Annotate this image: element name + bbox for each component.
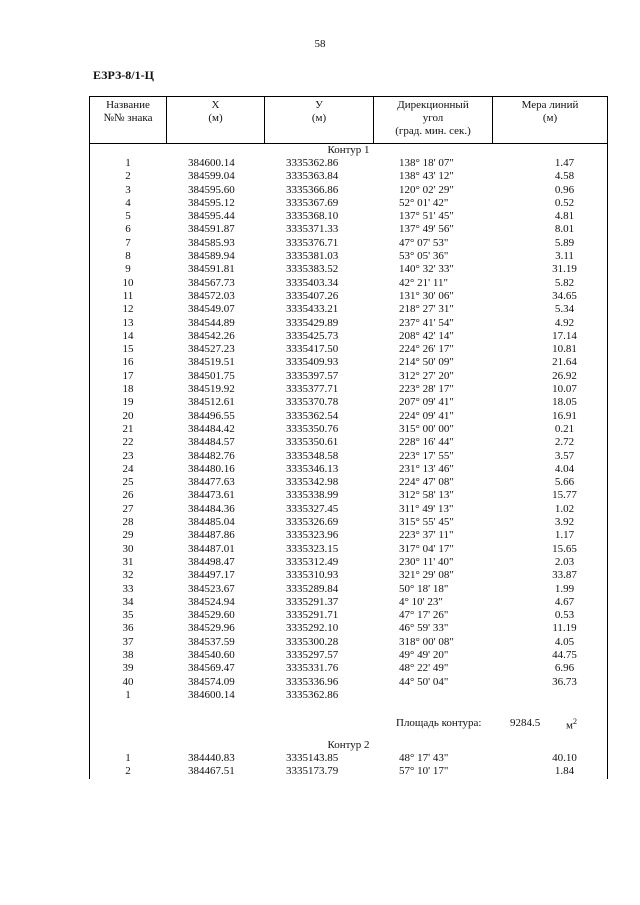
x-coordinate: 384600.14 xyxy=(188,688,235,701)
table-row xyxy=(90,410,607,423)
point-number: 20 xyxy=(122,409,134,422)
y-coordinate: 3335362.54 xyxy=(286,409,339,422)
line-length: 4.58 xyxy=(554,170,575,183)
table-row xyxy=(90,689,607,702)
x-coordinate: 384595.44 xyxy=(188,210,235,223)
x-coordinate: 384574.09 xyxy=(188,675,235,688)
x-coordinate: 384482.76 xyxy=(188,449,235,462)
direction-angle: 223° 28' 17" xyxy=(399,383,454,396)
direction-angle: 231° 13' 46" xyxy=(399,462,454,475)
y-coordinate: 3335367.69 xyxy=(286,196,339,209)
x-coordinate: 384549.07 xyxy=(188,303,235,316)
line-length: 0.96 xyxy=(554,183,575,196)
x-coordinate: 384497.17 xyxy=(188,569,235,582)
x-coordinate: 384527.23 xyxy=(188,343,235,356)
table-row xyxy=(90,609,607,622)
table-row xyxy=(90,476,607,489)
table-row xyxy=(90,569,607,582)
x-coordinate: 384498.47 xyxy=(188,555,235,568)
x-coordinate: 384544.89 xyxy=(188,316,235,329)
direction-angle: 312° 27' 20" xyxy=(399,369,454,382)
y-coordinate: 3335310.93 xyxy=(286,569,339,582)
y-coordinate: 3335326.69 xyxy=(286,516,339,529)
direction-angle: 46° 59' 33" xyxy=(399,622,449,635)
x-coordinate: 384569.47 xyxy=(188,662,235,675)
direction-angle: 138° 18' 07" xyxy=(399,157,454,169)
y-coordinate: 3335397.57 xyxy=(286,369,339,382)
y-coordinate: 3335291.37 xyxy=(286,595,339,608)
point-number: 4 xyxy=(125,196,131,209)
direction-angle: 224° 26' 17" xyxy=(399,343,454,356)
y-coordinate: 3335327.45 xyxy=(286,502,339,515)
line-length: 1.02 xyxy=(554,502,575,515)
area-unit: $м^2$ xyxy=(566,717,577,732)
table-row xyxy=(90,516,607,529)
point-number: 9 xyxy=(125,263,131,276)
table-row xyxy=(90,765,607,778)
direction-angle: 140° 32' 33" xyxy=(399,263,454,276)
line-length: 0.53 xyxy=(554,609,575,622)
table-row xyxy=(90,237,607,250)
table-row xyxy=(90,223,607,236)
direction-angle: 47° 17' 26" xyxy=(399,609,449,622)
direction-angle: 207° 09' 41" xyxy=(399,396,454,409)
line-length: 34.65 xyxy=(552,289,577,302)
direction-angle: 315° 55' 45" xyxy=(399,516,454,529)
line-length: 33.87 xyxy=(552,569,577,582)
x-coordinate: 384591.87 xyxy=(188,223,235,236)
x-coordinate: 384572.03 xyxy=(188,289,235,302)
y-coordinate: 3335371.33 xyxy=(286,223,339,236)
line-length: 1.84 xyxy=(554,765,575,778)
point-number: 32 xyxy=(122,569,134,582)
area-value: 9284.5 xyxy=(510,717,541,730)
direction-angle: 120° 02' 29" xyxy=(399,183,454,196)
table-row xyxy=(90,636,607,649)
line-length: 21.64 xyxy=(552,356,577,369)
direction-angle: 311° 49' 13" xyxy=(399,502,454,515)
table-row xyxy=(90,383,607,396)
point-number: 24 xyxy=(122,462,134,475)
x-coordinate: 384467.51 xyxy=(188,765,235,778)
point-number: 21 xyxy=(122,422,134,435)
table-row xyxy=(90,197,607,210)
table-row xyxy=(90,343,607,356)
x-coordinate: 384496.55 xyxy=(188,409,235,422)
line-length: 15.77 xyxy=(552,489,577,502)
direction-angle: 317° 04' 17" xyxy=(399,542,454,555)
table-row xyxy=(90,250,607,263)
y-coordinate: 3335368.10 xyxy=(286,210,339,223)
direction-angle: 312° 58' 13" xyxy=(399,489,454,502)
x-coordinate: 384529.96 xyxy=(188,622,235,635)
x-coordinate: 384512.61 xyxy=(188,396,235,409)
point-number: 1 xyxy=(125,157,131,169)
header-angle: Дирекционный угол (град. мин. сек.) xyxy=(373,97,492,143)
contour-1-title: Контур 1 xyxy=(327,144,370,156)
y-coordinate: 3335331.76 xyxy=(286,662,339,675)
y-coordinate: 3335350.76 xyxy=(286,422,339,435)
line-length: 4.05 xyxy=(554,635,575,648)
x-coordinate: 384487.01 xyxy=(188,542,235,555)
point-number: 35 xyxy=(122,609,134,622)
y-coordinate: 3335297.57 xyxy=(286,648,339,661)
y-coordinate: 3335363.84 xyxy=(286,170,339,183)
direction-angle: 131° 30' 06" xyxy=(399,289,454,302)
table-row xyxy=(90,622,607,635)
direction-angle: 315° 00' 00" xyxy=(399,422,454,435)
x-coordinate: 384537.59 xyxy=(188,635,235,648)
point-number: 15 xyxy=(122,343,134,356)
table-row xyxy=(90,303,607,316)
point-number: 13 xyxy=(122,316,134,329)
point-number: 14 xyxy=(122,329,134,342)
contour-1-rows xyxy=(90,157,607,702)
line-length: 4.81 xyxy=(554,210,575,223)
x-coordinate: 384524.94 xyxy=(188,595,235,608)
y-coordinate: 3335429.89 xyxy=(286,316,339,329)
x-coordinate: 384567.73 xyxy=(188,276,235,289)
x-coordinate: 384501.75 xyxy=(188,369,235,382)
x-coordinate: 384529.60 xyxy=(188,609,235,622)
y-coordinate: 3335342.98 xyxy=(286,476,339,489)
document-title: ЕЗРЗ-8/1-Ц xyxy=(93,68,154,82)
line-length: 26.92 xyxy=(552,369,577,382)
direction-angle: 214° 50' 09" xyxy=(399,356,454,369)
direction-angle: 228° 16' 44" xyxy=(399,436,454,449)
y-coordinate: 3335336.96 xyxy=(286,675,339,688)
table-row xyxy=(90,489,607,502)
table-row xyxy=(90,463,607,476)
direction-angle: 53° 05' 36" xyxy=(399,250,449,263)
y-coordinate: 3335381.03 xyxy=(286,250,339,263)
line-length: 10.81 xyxy=(552,343,577,356)
line-length: 1.99 xyxy=(554,582,575,595)
table-row xyxy=(90,529,607,542)
point-number: 26 xyxy=(122,489,134,502)
coordinates-table xyxy=(89,96,608,779)
direction-angle: 318° 00' 08" xyxy=(399,635,454,648)
y-coordinate: 3335377.71 xyxy=(286,383,339,396)
y-coordinate: 3335338.99 xyxy=(286,489,339,502)
line-length: 40.10 xyxy=(552,752,577,765)
direction-angle: 137° 49' 56" xyxy=(399,223,454,236)
point-number: 11 xyxy=(122,289,134,302)
y-coordinate: 3335346.13 xyxy=(286,462,339,475)
point-number: 31 xyxy=(122,555,134,568)
direction-angle: 223° 37' 11" xyxy=(399,529,454,542)
line-length: 3.92 xyxy=(554,516,575,529)
y-coordinate: 3335323.96 xyxy=(286,529,339,542)
y-coordinate: 3335370.78 xyxy=(286,396,339,409)
y-coordinate: 3335425.73 xyxy=(286,329,339,342)
x-coordinate: 384600.14 xyxy=(188,157,235,169)
table-row xyxy=(90,662,607,675)
header-name: Название №№ знака xyxy=(103,99,153,124)
table-row xyxy=(90,356,607,369)
direction-angle: 48° 17' 43" xyxy=(399,752,449,765)
x-coordinate: 384523.67 xyxy=(188,582,235,595)
y-coordinate: 3335292.10 xyxy=(286,622,339,635)
direction-angle: 230° 11' 40" xyxy=(399,555,454,568)
table-row xyxy=(90,157,607,170)
table-row xyxy=(90,170,607,183)
table-row xyxy=(90,583,607,596)
line-length: 3.57 xyxy=(554,449,575,462)
y-coordinate: 3335433.21 xyxy=(286,303,339,316)
line-length: 5.34 xyxy=(554,303,575,316)
line-length: 1.17 xyxy=(554,529,575,542)
point-number: 5 xyxy=(125,210,131,223)
x-coordinate: 384473.61 xyxy=(188,489,235,502)
table-header xyxy=(90,97,607,144)
point-number: 37 xyxy=(122,635,134,648)
point-number: 2 xyxy=(125,765,131,778)
direction-angle: 321° 29' 08" xyxy=(399,569,454,582)
point-number: 7 xyxy=(125,236,131,249)
table-row xyxy=(90,503,607,516)
table-row xyxy=(90,423,607,436)
point-number: 8 xyxy=(125,250,131,263)
x-coordinate: 384477.63 xyxy=(188,476,235,489)
direction-angle: 218° 27' 31" xyxy=(399,303,454,316)
direction-angle: 4° 10' 23" xyxy=(399,595,443,608)
direction-angle: 138° 43' 12" xyxy=(399,170,454,183)
line-length: 0.52 xyxy=(554,196,575,209)
table-row xyxy=(90,556,607,569)
y-coordinate: 3335409.93 xyxy=(286,356,339,369)
point-number: 30 xyxy=(122,542,134,555)
x-coordinate: 384484.57 xyxy=(188,436,235,449)
x-coordinate: 384595.60 xyxy=(188,183,235,196)
line-length: 17.14 xyxy=(552,329,577,342)
x-coordinate: 384487.86 xyxy=(188,529,235,542)
x-coordinate: 384519.92 xyxy=(188,383,235,396)
area-label: Площадь контура: xyxy=(396,717,482,730)
direction-angle: 208° 42' 14" xyxy=(399,329,454,342)
x-coordinate: 384542.26 xyxy=(188,329,235,342)
y-coordinate: 3335376.71 xyxy=(286,236,339,249)
table-row xyxy=(90,596,607,609)
page-number: 58 xyxy=(314,38,326,50)
y-coordinate: 3335348.58 xyxy=(286,449,339,462)
line-length: 4.04 xyxy=(554,462,575,475)
point-number: 33 xyxy=(122,582,134,595)
point-number: 12 xyxy=(122,303,134,316)
contour-2-title: Контур 2 xyxy=(327,739,370,752)
x-coordinate: 384480.16 xyxy=(188,462,235,475)
point-number: 36 xyxy=(122,622,134,635)
direction-angle: 52° 01' 42" xyxy=(399,196,449,209)
y-coordinate: 3335417.50 xyxy=(286,343,339,356)
point-number: 34 xyxy=(122,595,134,608)
point-number: 10 xyxy=(122,276,134,289)
table-row xyxy=(90,277,607,290)
point-number: 23 xyxy=(122,449,134,462)
line-length: 36.73 xyxy=(552,675,577,688)
direction-angle: 47° 07' 53" xyxy=(399,236,449,249)
table-row xyxy=(90,676,607,689)
line-length: 8.01 xyxy=(554,223,575,236)
x-coordinate: 384519.51 xyxy=(188,356,235,369)
x-coordinate: 384440.83 xyxy=(188,752,235,765)
y-coordinate: 3335300.28 xyxy=(286,635,339,648)
point-number: 39 xyxy=(122,662,134,675)
line-length: 2.03 xyxy=(554,555,575,568)
table-row xyxy=(90,543,607,556)
y-coordinate: 3335362.86 xyxy=(286,157,339,169)
point-number: 25 xyxy=(122,476,134,489)
direction-angle: 42° 21' 11" xyxy=(399,276,448,289)
x-coordinate: 384484.42 xyxy=(188,422,235,435)
table-row xyxy=(90,317,607,330)
x-coordinate: 384591.81 xyxy=(188,263,235,276)
point-number: 6 xyxy=(125,223,131,236)
table-row xyxy=(90,370,607,383)
point-number: 16 xyxy=(122,356,134,369)
point-number: 1 xyxy=(125,752,131,765)
direction-angle: 49° 49' 20" xyxy=(399,648,449,661)
line-length: 2.72 xyxy=(554,436,575,449)
line-length: 16.91 xyxy=(552,409,577,422)
direction-angle: 48° 22' 49" xyxy=(399,662,449,675)
point-number: 38 xyxy=(122,648,134,661)
point-number: 28 xyxy=(122,516,134,529)
contour-2-rows xyxy=(90,752,607,779)
header-y: У (м) xyxy=(264,97,373,143)
y-coordinate: 3335312.49 xyxy=(286,555,339,568)
direction-angle: 44° 50' 04" xyxy=(399,675,449,688)
direction-angle: 137° 51' 45" xyxy=(399,210,454,223)
line-length: 11.19 xyxy=(552,622,577,635)
line-length: 1.47 xyxy=(554,157,575,169)
x-coordinate: 384485.04 xyxy=(188,516,235,529)
table-row xyxy=(90,649,607,662)
x-coordinate: 384599.04 xyxy=(188,170,235,183)
point-number: 40 xyxy=(122,675,134,688)
direction-angle: 57° 10' 17" xyxy=(399,765,449,778)
direction-angle: 224° 09' 41" xyxy=(399,409,454,422)
y-coordinate: 3335291.71 xyxy=(286,609,339,622)
x-coordinate: 384595.12 xyxy=(188,196,235,209)
y-coordinate: 3335143.85 xyxy=(286,752,339,765)
direction-angle xyxy=(373,689,492,702)
table-row xyxy=(90,450,607,463)
line-length: 18.05 xyxy=(552,396,577,409)
header-x: X (м) xyxy=(166,97,264,143)
line-length: 15.65 xyxy=(552,542,577,555)
y-coordinate: 3335350.61 xyxy=(286,436,339,449)
x-coordinate: 384540.60 xyxy=(188,648,235,661)
point-number: 29 xyxy=(122,529,134,542)
table-row xyxy=(90,396,607,409)
line-length: 4.92 xyxy=(554,316,575,329)
line-length: 3.11 xyxy=(555,250,574,263)
point-number: 19 xyxy=(122,396,134,409)
line-length: 5.89 xyxy=(554,236,575,249)
y-coordinate: 3335173.79 xyxy=(286,765,339,778)
y-coordinate: 3335289.84 xyxy=(286,582,339,595)
y-coordinate: 3335362.86 xyxy=(286,688,339,701)
line-length: 4.67 xyxy=(554,595,575,608)
line-length: 6.96 xyxy=(554,662,575,675)
point-number: 18 xyxy=(122,383,134,396)
line-length: 5.82 xyxy=(554,276,575,289)
table-row xyxy=(90,263,607,276)
direction-angle: 223° 17' 55" xyxy=(399,449,454,462)
point-number: 22 xyxy=(122,436,134,449)
direction-angle: 237° 41' 54" xyxy=(399,316,454,329)
point-number: 27 xyxy=(122,502,134,515)
line-length xyxy=(492,689,607,702)
direction-angle: 224° 47' 08" xyxy=(399,476,454,489)
header-length: Мера линий (м) xyxy=(492,97,607,143)
table-row xyxy=(90,330,607,343)
x-coordinate: 384484.36 xyxy=(188,502,235,515)
y-coordinate: 3335323.15 xyxy=(286,542,339,555)
point-number: 1 xyxy=(125,688,131,701)
y-coordinate: 3335407.26 xyxy=(286,289,339,302)
contour-1-area xyxy=(90,702,607,736)
table-row xyxy=(90,436,607,449)
table-row xyxy=(90,184,607,197)
line-length: 10.07 xyxy=(552,383,577,396)
table-row xyxy=(90,290,607,303)
y-coordinate: 3335366.86 xyxy=(286,183,339,196)
x-coordinate: 384585.93 xyxy=(188,236,235,249)
table-row xyxy=(90,210,607,223)
y-coordinate: 3335403.34 xyxy=(286,276,339,289)
line-length: 44.75 xyxy=(552,648,577,661)
line-length: 0.21 xyxy=(554,422,575,435)
line-length: 31.19 xyxy=(552,263,577,276)
line-length: 5.66 xyxy=(554,476,575,489)
y-coordinate: 3335383.52 xyxy=(286,263,339,276)
point-number: 2 xyxy=(125,170,131,183)
point-number: 3 xyxy=(125,183,131,196)
table-row xyxy=(90,752,607,765)
direction-angle: 50° 18' 18" xyxy=(399,582,449,595)
x-coordinate: 384589.94 xyxy=(188,250,235,263)
point-number: 17 xyxy=(122,369,134,382)
